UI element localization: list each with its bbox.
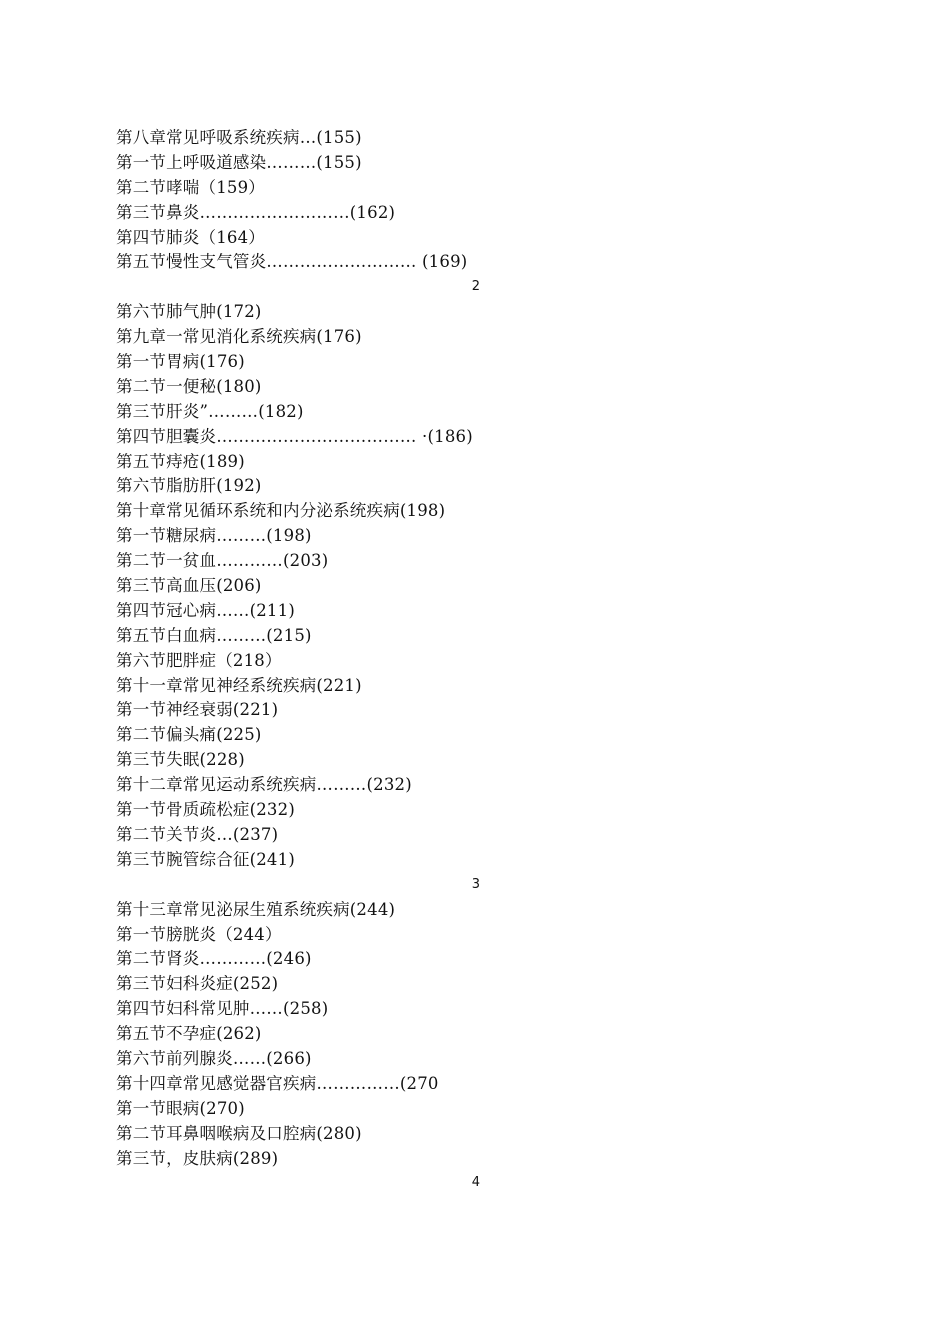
toc-entry: 第一节膀胱炎（244） [116, 924, 282, 944]
toc-entry: 第六节脂肪肝(192) [116, 476, 262, 496]
toc-entry: 第十二章常见运动系统疾病………(232) [116, 775, 412, 795]
toc-entry: 第五节白血病………(215) [116, 625, 312, 645]
page-number: 3 [471, 876, 480, 892]
toc-entry: 第二节耳鼻咽喉病及口腔病(280) [116, 1123, 362, 1143]
toc-entry: 第四节妇科常见肿……(258) [116, 999, 329, 1019]
toc-entry: 第五节不孕症(262) [116, 1024, 262, 1044]
toc-entry: 第六节前列腺炎……(266) [116, 1048, 312, 1068]
toc-entry: 第二节肾炎…………(246) [116, 949, 312, 969]
toc-entry: 第十四章常见感觉器官疾病……………(270 [116, 1073, 439, 1093]
toc-entry: 第八章常见呼吸系统疾病…(155) [116, 128, 362, 147]
toc-entry: 第三节腕管综合征(241) [116, 849, 295, 869]
toc-entry: 第二节一便秘(180) [116, 376, 262, 396]
toc-entry: 第三节，皮肤病(289) [116, 1148, 279, 1168]
toc-entry: 第一节骨质疏松症(232) [116, 800, 295, 820]
toc-entry: 第三节鼻炎………………………(162) [116, 202, 396, 222]
toc-entry: 第一节上呼吸道感染………(155) [116, 152, 362, 172]
toc-entry: 第四节肺炎（164） [116, 227, 265, 247]
toc-entry: 第二节哮喘（159） [116, 177, 265, 197]
toc-entry: 第四节胆囊炎……………………………… ·(186) [116, 426, 473, 446]
toc-entry: 第一节胃病(176) [116, 352, 245, 372]
toc-entry: 第二节一贫血…………(203) [116, 551, 329, 571]
toc-entry: 第五节慢性支气管炎……………………… (169) [116, 252, 468, 272]
toc-entry: 第九章一常见消化系统疾病(176) [116, 327, 362, 347]
toc-entry: 第六节肥胖症（218） [116, 650, 282, 670]
toc-entry: 第三节妇科炎症(252) [116, 974, 279, 994]
toc-entry: 第十章常见循环系统和内分泌系统疾病(198) [116, 501, 446, 521]
toc-entry: 第一节眼病(270) [116, 1098, 245, 1118]
page-number: 2 [471, 279, 480, 295]
toc-entry: 第一节糖尿病………(198) [116, 526, 312, 546]
toc-entry: 第四节冠心病……(211) [116, 600, 295, 620]
page-number: 4 [471, 1175, 480, 1191]
toc-entry: 第二节偏头痛(225) [116, 725, 262, 745]
toc-entry: 第十三章常见泌尿生殖系统疾病(244) [116, 899, 396, 919]
toc-entry: 第六节肺气肿(172) [116, 302, 262, 322]
toc-entry: 第五节痔疮(189) [116, 451, 245, 471]
toc-entry: 第三节失眠(228) [116, 750, 245, 770]
toc-entry: 第三节肝炎”………(182) [116, 401, 304, 421]
toc-entry: 第二节关节炎…(237) [116, 824, 279, 844]
toc-entry: 第一节神经衰弱(221) [116, 700, 279, 720]
table-of-contents [116, 126, 536, 1196]
toc-entry: 第三节高血压(206) [116, 576, 262, 596]
toc-entry: 第十一章常见神经系统疾病(221) [116, 675, 362, 695]
